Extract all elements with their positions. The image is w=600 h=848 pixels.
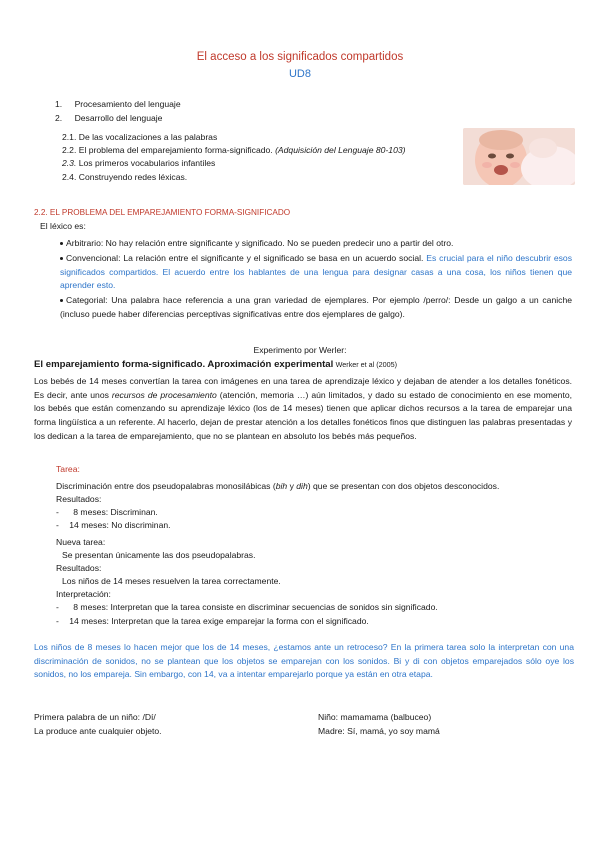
nueva-tarea-label: Nueva tarea: <box>56 537 106 547</box>
bullet-convencional <box>60 252 572 293</box>
outline-number: 1. <box>55 99 63 109</box>
outline-label: Desarrollo del lenguaje <box>74 113 163 123</box>
bullet-icon <box>60 257 63 260</box>
experiment-heading: Experimento por Werler: <box>253 345 347 355</box>
resultado-text: 14 meses: No discriminan. <box>69 520 171 530</box>
outline-item <box>55 99 181 110</box>
dash: - <box>56 616 59 626</box>
subitem-label: De las vocalizaciones a las palabras <box>78 132 218 142</box>
tarea-word2: dih <box>296 481 308 491</box>
footer-left-2: La produce ante cualquier objeto. <box>34 726 162 736</box>
resultado-item <box>56 520 171 531</box>
outline-item <box>55 113 162 124</box>
bullet-term: Arbitrario: <box>66 238 104 248</box>
paragraph-italic: recursos de procesamiento <box>111 389 217 400</box>
interpretacion-item <box>56 616 369 627</box>
outline-label: Procesamiento del lenguaje <box>74 99 181 109</box>
page-title: El acceso a los significados compartidos <box>196 51 404 63</box>
tarea-y: y <box>287 481 297 491</box>
bullet-text: La relación entre el significante y el significado se basa en un acuerdo social. <box>123 253 424 263</box>
subitem-label: Los primeros vocabularios infantiles <box>78 158 216 168</box>
interpretacion-text: 8 meses: Interpretan que la tarea consiste en discriminar secuencias de sonidos sin significado. <box>73 602 438 612</box>
resultado-item <box>56 507 158 518</box>
outline-subitem <box>62 172 187 183</box>
experiment-title-line <box>34 359 397 370</box>
baby-photo-icon <box>463 128 575 185</box>
interpretacion-text: 14 meses: Interpretan que la tarea exige emparejar la forma con el significado. <box>69 616 369 626</box>
subitem-number: 2.3. <box>62 158 77 168</box>
bullet-term: Convencional: <box>66 253 121 263</box>
resultados-label: Resultados: <box>56 494 102 504</box>
subitem-label: El problema del emparejamiento forma-significado. <box>78 145 273 155</box>
tarea-text <box>56 481 499 492</box>
subitem-label: Construyendo redes léxicas. <box>78 172 188 182</box>
footer-right-2: Madre: Sí, mamá, yo soy mamá <box>318 726 440 736</box>
experiment-citation: Werker et al (2005) <box>335 360 398 369</box>
dash: - <box>56 507 59 517</box>
interpretacion-item <box>56 602 438 613</box>
tarea-label: Tarea: <box>56 464 80 474</box>
footer-right-1: Niño: mamamama (balbuceo) <box>318 712 432 722</box>
tarea-text-end: ) que se presentan con dos objetos desconocidos. <box>307 481 500 491</box>
bullet-arbitrario <box>60 237 572 251</box>
subitem-number: 2.2. <box>62 145 77 155</box>
subitem-note: (Adquisición del Lenguaje 80-103) <box>275 145 406 155</box>
experiment-paragraph <box>34 375 572 444</box>
bullet-icon <box>60 242 63 245</box>
paragraph-end: (atención, memoria …) aún limitados, y dado su estado de conocimiento en ese momento, los bebés que están comenzando su aprendizaje léxico (los de 14 meses) tienen que aplicar dichos recursos a la tarea de emparejar una forma lingüística a un referente. Al hacerlo, dejan de prestar atención a los detalles fonéticos finos que distinguen las palabras presentadas y los dedican a la tarea de emparejamiento, que no se plantean en absoluto los bebés más pequeños. <box>34 389 573 441</box>
subitem-number: 2.4. <box>62 172 77 182</box>
resultado-text: 8 meses: Discriminan. <box>73 507 158 517</box>
dash: - <box>56 520 59 530</box>
nueva-tarea-text: Se presentan únicamente las dos pseudopalabras. <box>62 550 256 560</box>
dash: - <box>56 602 59 612</box>
bullet-text: No hay relación entre significante y significado. No se pueden predecir uno a partir del otro. <box>105 238 454 248</box>
outline-subitem <box>62 145 406 156</box>
bullet-text: Una palabra hace referencia a una gran variedad de ejemplares. Por ejemplo /perro/: Desde un galgo a un caniche (incluso puede haber diferencias perceptivas significativas entre dos ejemplares de galgo). <box>60 295 573 319</box>
interpretacion-label: Interpretación: <box>56 589 111 599</box>
paragraph-start: Los bebés de 14 meses convertían la tarea con imágenes en una tarea de aprendizaje léxico y dejaban de atender a los detalles fonéticos. Es decir, ante unos <box>34 376 572 400</box>
bullet-categorial <box>60 294 572 321</box>
bullet-term: Categorial: <box>66 295 108 305</box>
unit-label: UD8 <box>288 68 311 80</box>
tarea-text-start: Discriminación entre dos pseudopalabras monosilábicas ( <box>56 481 276 491</box>
experiment-title: El emparejamiento forma-significado. Aproximación experimental <box>34 359 334 370</box>
tarea-word1: bih <box>275 481 288 491</box>
lexico-intro: El léxico es: <box>40 221 86 231</box>
baby-photo <box>463 128 575 185</box>
footer-left-1: Primera palabra de un niño: /Dí/ <box>34 712 156 722</box>
section-heading: 2.2. EL PROBLEMA DEL EMPAREJAMIENTO FORMA-SIGNIFICADO <box>34 208 291 217</box>
bullet-icon <box>60 299 63 302</box>
resultados2-label: Resultados: <box>56 563 102 573</box>
conclusion-paragraph: Los niños de 8 meses lo hacen mejor que los de 14 meses, ¿estamos ante un retroceso? En la primera tarea solo la interpretan con una discriminación de sonidos, no se plantean que los objetos se emparejan con los sonidos. Bi y di con objetos emparejados sólo oye los sonidos, no los empareja. Sin embargo, con 14, va a intentar emparejarlo porque ya están en otra etapa. <box>34 642 574 680</box>
outline-subitem <box>62 158 215 169</box>
outline-number: 2. <box>55 113 63 123</box>
resultados2-text: Los niños de 14 meses resuelven la tarea correctamente. <box>62 576 281 586</box>
bullet-highlight: Es crucial para el niño descubrir esos significados compartidos. El acuerdo entre los hablantes de una lengua para designar casas a una cosa, los niños tienen que aprender esto. <box>60 253 572 291</box>
outline-subitem <box>62 132 217 143</box>
subitem-number: 2.1. <box>62 132 77 142</box>
